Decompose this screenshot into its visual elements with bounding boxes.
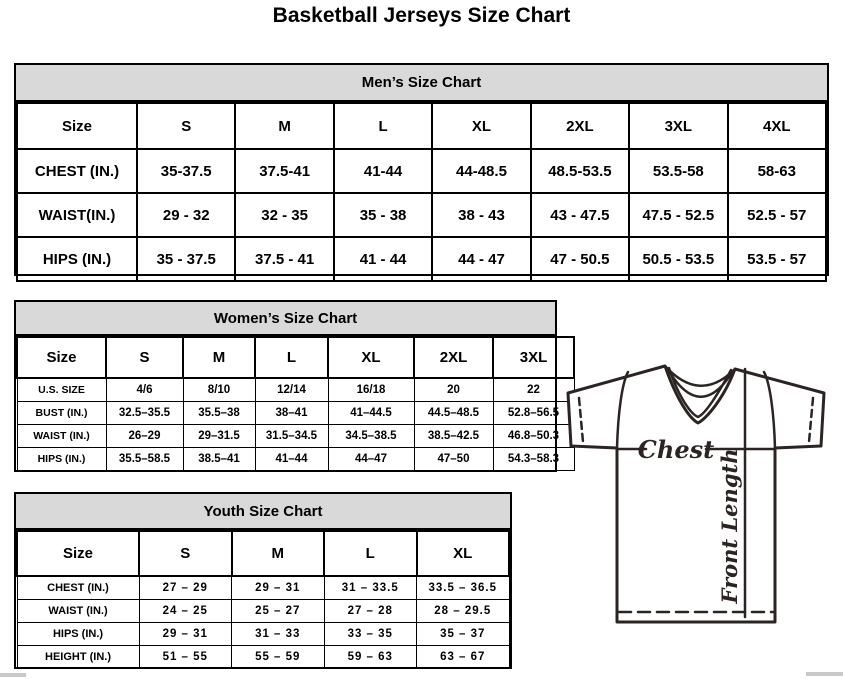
size-value-cell: 47–50 bbox=[414, 448, 493, 471]
size-value-cell: 43 - 47.5 bbox=[531, 193, 629, 237]
size-value-cell: 33 – 35 bbox=[324, 623, 417, 646]
size-value-cell: 41–44.5 bbox=[328, 402, 414, 425]
table-row bbox=[17, 600, 509, 623]
row-label: WAIST (IN.) bbox=[17, 600, 139, 623]
jersey-measurement-diagram bbox=[556, 358, 843, 630]
youth-size-table bbox=[16, 530, 510, 669]
row-label: CHEST (IN.) bbox=[17, 149, 137, 193]
column-header: L bbox=[334, 103, 432, 149]
column-header: Size bbox=[17, 531, 139, 576]
chest-measure-label: Chest bbox=[637, 435, 715, 464]
column-header: XL bbox=[432, 103, 530, 149]
table-row bbox=[17, 193, 826, 237]
size-value-cell: 24 – 25 bbox=[139, 600, 232, 623]
row-label: HIPS (IN.) bbox=[17, 448, 106, 471]
size-value-cell: 52.5 - 57 bbox=[728, 193, 826, 237]
column-header: S bbox=[106, 337, 183, 378]
column-header: Size bbox=[17, 103, 137, 149]
size-value-cell: 38.5–41 bbox=[183, 448, 255, 471]
column-header: XL bbox=[417, 531, 510, 576]
size-value-cell: 35 - 38 bbox=[334, 193, 432, 237]
size-value-cell: 53.5-58 bbox=[629, 149, 727, 193]
column-header: M bbox=[183, 337, 255, 378]
size-value-cell: 52.8–56.5 bbox=[493, 402, 574, 425]
size-value-cell: 38–41 bbox=[255, 402, 328, 425]
size-value-cell: 48.5-53.5 bbox=[531, 149, 629, 193]
row-label: U.S. SIZE bbox=[17, 378, 106, 402]
size-value-cell: 44.5–48.5 bbox=[414, 402, 493, 425]
size-value-cell: 20 bbox=[414, 378, 493, 402]
table-row bbox=[17, 402, 574, 425]
size-value-cell: 38 - 43 bbox=[432, 193, 530, 237]
horizontal-scrollbar-fragment-left[interactable] bbox=[0, 673, 26, 677]
size-value-cell: 29 – 31 bbox=[232, 576, 325, 600]
column-header: XL bbox=[328, 337, 414, 378]
row-label: WAIST(IN.) bbox=[17, 193, 137, 237]
size-value-cell: 32 - 35 bbox=[235, 193, 333, 237]
size-value-cell: 47.5 - 52.5 bbox=[629, 193, 727, 237]
table-row bbox=[17, 576, 509, 600]
size-value-cell: 22 bbox=[493, 378, 574, 402]
size-value-cell: 27 – 29 bbox=[139, 576, 232, 600]
row-label: BUST (IN.) bbox=[17, 402, 106, 425]
size-value-cell: 33.5 – 36.5 bbox=[417, 576, 510, 600]
size-value-cell: 63 – 67 bbox=[417, 646, 510, 669]
size-value-cell: 31 – 33.5 bbox=[324, 576, 417, 600]
size-value-cell: 29 – 31 bbox=[139, 623, 232, 646]
womens-chart-title: Women’s Size Chart bbox=[16, 302, 555, 336]
womens-size-table bbox=[16, 336, 575, 471]
youth-chart-title: Youth Size Chart bbox=[16, 494, 510, 530]
size-value-cell: 37.5-41 bbox=[235, 149, 333, 193]
size-value-cell: 35 – 37 bbox=[417, 623, 510, 646]
row-label: HIPS (IN.) bbox=[17, 623, 139, 646]
table-row bbox=[17, 623, 509, 646]
horizontal-scrollbar-fragment-right[interactable] bbox=[806, 672, 843, 676]
mens-size-table bbox=[16, 102, 827, 282]
table-row bbox=[17, 237, 826, 281]
size-value-cell: 35-37.5 bbox=[137, 149, 235, 193]
size-value-cell: 55 – 59 bbox=[232, 646, 325, 669]
size-value-cell: 37.5 - 41 bbox=[235, 237, 333, 281]
row-label: CHEST (IN.) bbox=[17, 576, 139, 600]
row-label: HIPS (IN.) bbox=[17, 237, 137, 281]
size-value-cell: 31.5–34.5 bbox=[255, 425, 328, 448]
column-header-row bbox=[17, 531, 509, 576]
column-header: 3XL bbox=[493, 337, 574, 378]
column-header: S bbox=[137, 103, 235, 149]
page-title: Basketball Jerseys Size Chart bbox=[272, 4, 571, 27]
column-header: M bbox=[232, 531, 325, 576]
youth-size-chart-section bbox=[14, 492, 512, 669]
size-value-cell: 16/18 bbox=[328, 378, 414, 402]
table-row bbox=[17, 378, 574, 402]
size-value-cell: 41–44 bbox=[255, 448, 328, 471]
column-header: L bbox=[324, 531, 417, 576]
column-header-row bbox=[17, 337, 574, 378]
row-label: HEIGHT (IN.) bbox=[17, 646, 139, 669]
size-value-cell: 4/6 bbox=[106, 378, 183, 402]
size-value-cell: 34.5–38.5 bbox=[328, 425, 414, 448]
womens-size-chart-section bbox=[14, 300, 560, 472]
column-header: M bbox=[235, 103, 333, 149]
size-value-cell: 59 – 63 bbox=[324, 646, 417, 669]
size-value-cell: 35.5–58.5 bbox=[106, 448, 183, 471]
column-header: Size bbox=[17, 337, 106, 378]
column-header: 4XL bbox=[728, 103, 826, 149]
size-value-cell: 27 – 28 bbox=[324, 600, 417, 623]
size-value-cell: 44-48.5 bbox=[432, 149, 530, 193]
size-value-cell: 26–29 bbox=[106, 425, 183, 448]
table-row bbox=[17, 646, 509, 669]
jersey-outline bbox=[568, 366, 824, 622]
size-value-cell: 46.8–50.3 bbox=[493, 425, 574, 448]
front-length-measure-label: Front Length bbox=[717, 448, 742, 604]
mens-chart-title: Men’s Size Chart bbox=[16, 65, 827, 102]
size-value-cell: 28 – 29.5 bbox=[417, 600, 510, 623]
column-header-row bbox=[17, 103, 826, 149]
size-value-cell: 29 - 32 bbox=[137, 193, 235, 237]
size-value-cell: 53.5 - 57 bbox=[728, 237, 826, 281]
size-value-cell: 12/14 bbox=[255, 378, 328, 402]
size-value-cell: 47 - 50.5 bbox=[531, 237, 629, 281]
size-value-cell: 29–31.5 bbox=[183, 425, 255, 448]
size-value-cell: 41-44 bbox=[334, 149, 432, 193]
size-value-cell: 35.5–38 bbox=[183, 402, 255, 425]
mens-size-chart-section bbox=[14, 63, 829, 276]
size-value-cell: 35 - 37.5 bbox=[137, 237, 235, 281]
size-value-cell: 38.5–42.5 bbox=[414, 425, 493, 448]
size-value-cell: 50.5 - 53.5 bbox=[629, 237, 727, 281]
size-value-cell: 58-63 bbox=[728, 149, 826, 193]
size-value-cell: 31 – 33 bbox=[232, 623, 325, 646]
table-row bbox=[17, 448, 574, 471]
size-value-cell: 8/10 bbox=[183, 378, 255, 402]
size-value-cell: 32.5–35.5 bbox=[106, 402, 183, 425]
column-header: L bbox=[255, 337, 328, 378]
column-header: S bbox=[139, 531, 232, 576]
table-row bbox=[17, 149, 826, 193]
column-header: 2XL bbox=[414, 337, 493, 378]
row-label: WAIST (IN.) bbox=[17, 425, 106, 448]
size-value-cell: 44 - 47 bbox=[432, 237, 530, 281]
column-header: 2XL bbox=[531, 103, 629, 149]
size-value-cell: 44–47 bbox=[328, 448, 414, 471]
table-row bbox=[17, 425, 574, 448]
size-value-cell: 25 – 27 bbox=[232, 600, 325, 623]
column-header: 3XL bbox=[629, 103, 727, 149]
size-value-cell: 51 – 55 bbox=[139, 646, 232, 669]
size-value-cell: 54.3–58.3 bbox=[493, 448, 574, 471]
size-value-cell: 41 - 44 bbox=[334, 237, 432, 281]
